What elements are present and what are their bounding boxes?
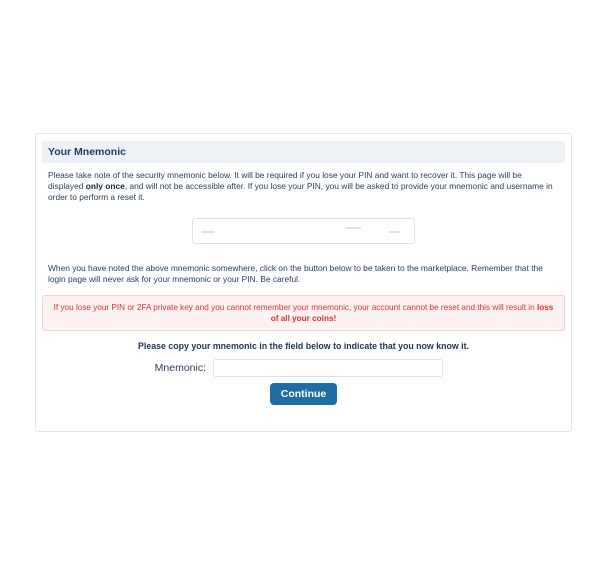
mnemonic-field-label: Mnemonic: [154,362,206,374]
marketplace-note: When you have noted the above mnemonic somewhere, click on the button below to be taken to the marketplace. Remember that the login page will never ask for your mnemonic or your PIN. Be careful. [48,263,543,284]
mnemonic-input[interactable] [213,359,443,377]
button-row [36,383,571,405]
intro-text [48,170,559,203]
copy-instruction: Please copy your mnemonic in the field below to indicate that you now know it. [138,341,469,351]
intro-text-emphasis: only once [85,181,125,191]
blurred-mnemonic-fragment [345,227,361,229]
panel-title: Your Mnemonic [42,141,565,163]
intro-text-part2: , and will not be accessible after. If you lose your PIN, you will be asked to provide your mnemonic and username in order to perform a reset it. [48,181,553,202]
blurred-mnemonic-fragment [389,231,401,233]
blurred-mnemonic-fragment [201,231,215,233]
mnemonic-field-row [36,359,571,377]
mnemonic-display [192,218,415,244]
warning-text-part1: If you lose your PIN or 2FA private key and you cannot remember your mnemonic, your account cannot be reset and this will result in [53,303,537,312]
warning-alert [42,295,565,331]
mnemonic-panel [35,133,572,432]
warning-text-emphasis: loss of all your coins! [270,303,554,323]
continue-button[interactable]: Continue [270,383,338,405]
intro-text-part1: Please take note of the security mnemonic below. It will be required if you lose your PIN and want to recover it. This page will be displayed [48,170,522,191]
warning-text [49,302,558,324]
